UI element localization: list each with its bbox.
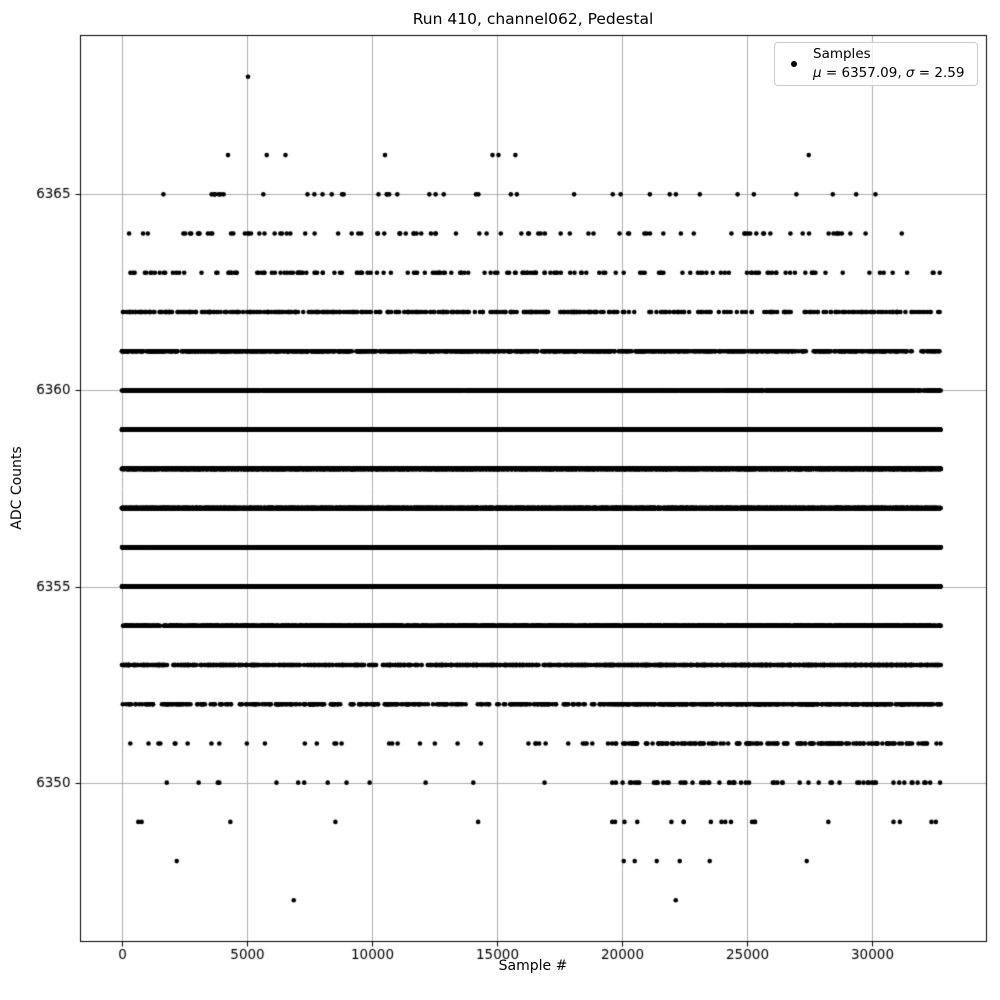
x-axis-label: Sample # <box>498 958 568 974</box>
legend-marker-column <box>775 61 813 67</box>
legend-text <box>813 45 964 83</box>
mu-symbol: μ <box>813 65 822 81</box>
legend-label-stats <box>813 64 964 83</box>
samples-marker-icon <box>791 61 797 67</box>
mu-value-text: = 6357.09, <box>821 65 906 81</box>
legend <box>774 42 978 86</box>
y-axis-label: ADC Counts <box>9 446 25 530</box>
chart-title: Run 410, channel062, Pedestal <box>412 10 654 28</box>
legend-label-samples: Samples <box>813 46 871 62</box>
sigma-value-text: = 2.59 <box>914 65 965 81</box>
sigma-symbol: σ <box>905 65 915 81</box>
